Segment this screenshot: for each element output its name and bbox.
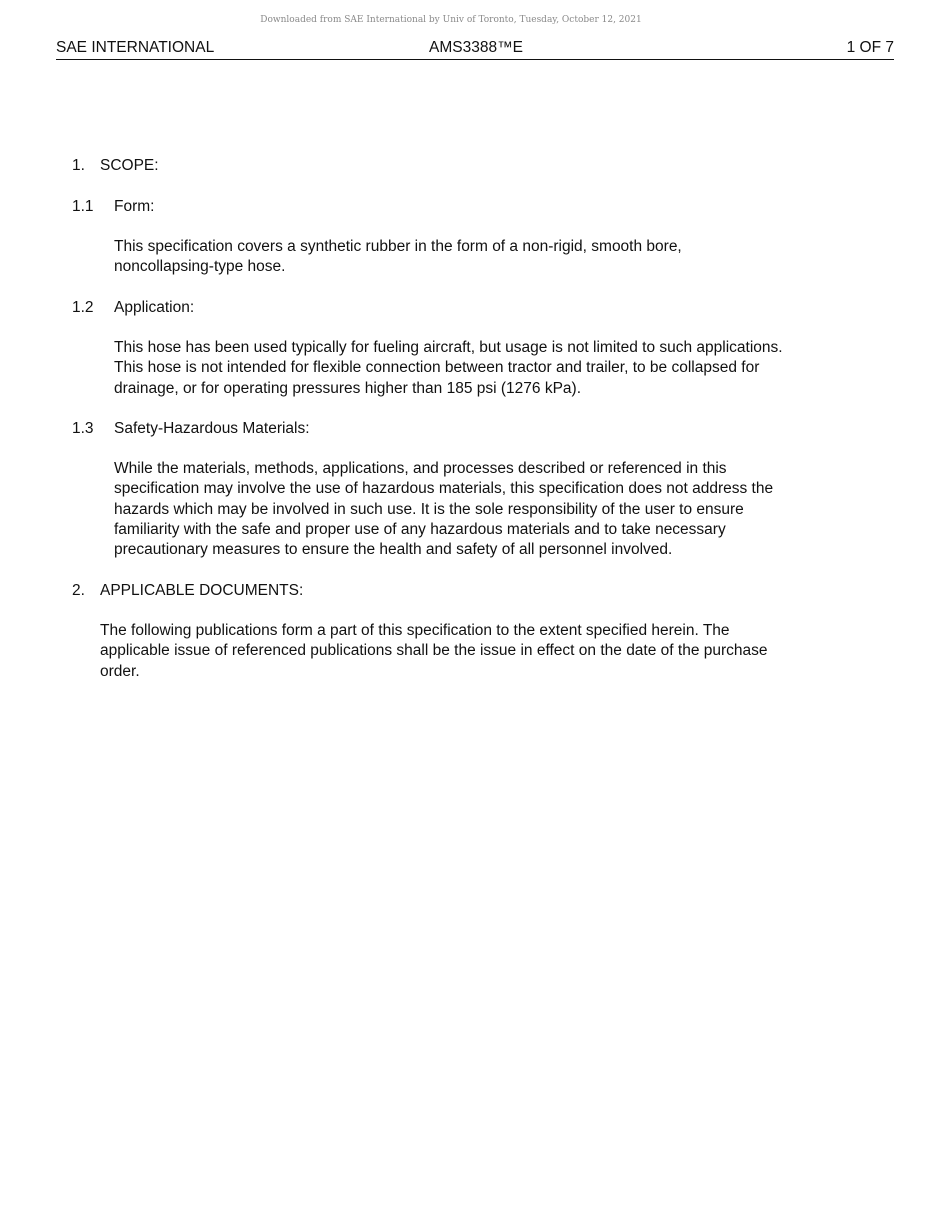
section-1-1-paragraph	[114, 237, 682, 278]
section-number: 2.	[72, 582, 85, 599]
paragraph-line: The following publications form a part of this specification to the extent specified herein. The	[100, 622, 730, 639]
header-page-number: 1 OF 7	[846, 39, 894, 56]
section-1-2-paragraph	[114, 338, 783, 399]
paragraph-line: This hose has been used typically for fueling aircraft, but usage is not limited to such applications.	[114, 339, 783, 356]
paragraph-line: This specification covers a synthetic rubber in the form of a non-rigid, smooth bore,	[114, 238, 682, 255]
section-title: APPLICABLE DOCUMENTS:	[100, 582, 304, 599]
section-1-3-paragraph	[114, 459, 773, 560]
header-publisher: SAE INTERNATIONAL	[56, 39, 215, 56]
section-title: Safety-Hazardous Materials:	[114, 420, 310, 437]
section-2-paragraph	[100, 621, 768, 682]
section-title: SCOPE:	[100, 157, 159, 174]
paragraph-line: specification may involve the use of hazardous materials, this specification does not address the	[114, 480, 774, 498]
paragraph-line: precautionary measures to ensure the health and safety of all personnel involved.	[114, 541, 673, 559]
paragraph-line: This hose is not intended for flexible connection between tractor and trailer, to be collapsed for	[114, 359, 760, 377]
download-watermark: Downloaded from SAE International by Univ of Toronto, Tuesday, October 12, 2021	[260, 15, 642, 25]
paragraph-line: noncollapsing-type hose.	[114, 258, 286, 276]
section-title: Form:	[114, 198, 155, 215]
header-document-number: AMS3388™E	[429, 39, 523, 56]
section-title: Application:	[114, 299, 195, 316]
section-number: 1.	[72, 157, 85, 174]
paragraph-line: drainage, or for operating pressures higher than 185 psi (1276 kPa).	[114, 379, 582, 397]
paragraph-line: familiarity with the safe and proper use of any hazardous materials and to take necessary	[114, 520, 726, 538]
section-number: 1.1	[72, 198, 94, 215]
paragraph-line: order.	[100, 662, 140, 680]
paragraph-line: applicable issue of referenced publications shall be the issue in effect on the date of the purchase	[100, 642, 768, 660]
paragraph-line: While the materials, methods, applications, and processes described or referenced in this	[114, 460, 727, 477]
paragraph-line: hazards which may be involved in such use. It is the sole responsibility of the user to ensure	[114, 500, 744, 518]
section-number: 1.3	[72, 420, 94, 437]
section-number: 1.2	[72, 299, 94, 316]
